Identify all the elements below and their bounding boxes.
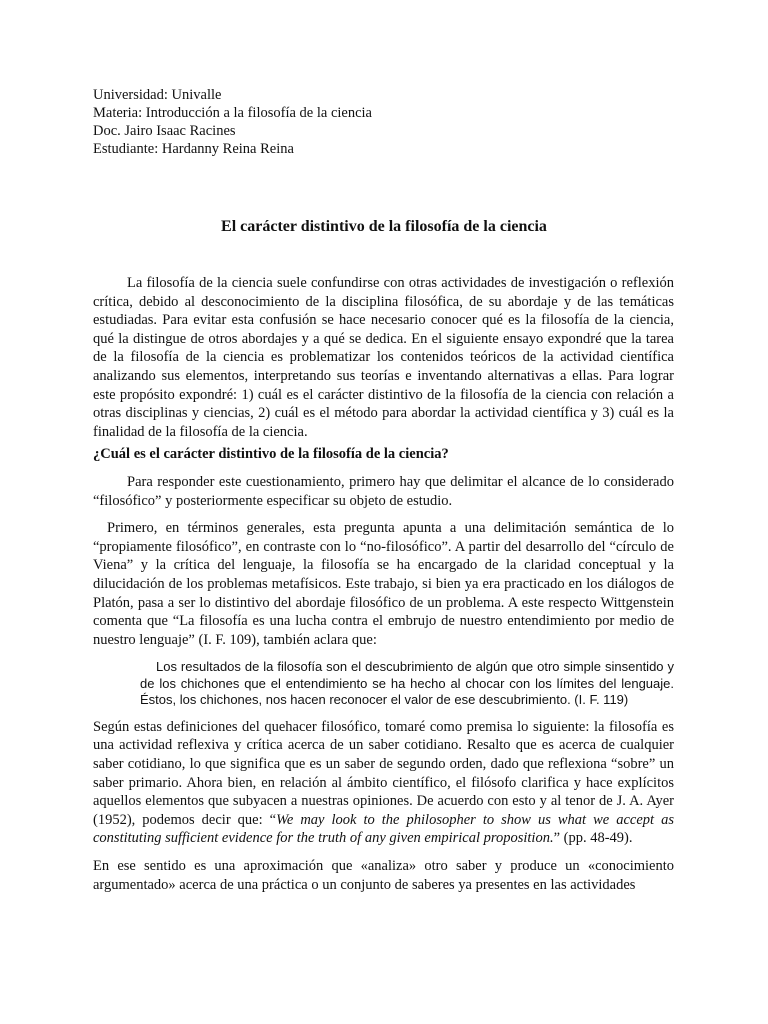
section-question: ¿Cuál es el carácter distintivo de la filosofía de la ciencia?: [93, 446, 449, 463]
premise-text: Según estas definiciones del quehacer filosófico, tomaré como premisa lo siguiente: la filosofía es una actividad reflexiva y crítica acerca de un saber cotidiano. Resalto que es acerca de cualquier saber cotidiano, lo que significa que es un saber de segundo orden, dado que reflexiona “sobre” un saber primario. Ahora bien, en relación al ámbito científico, el filósofo clarifica y hace explícitos aquellos elementos que subyacen a nuestras opiniones. De acuerdo con esto y al tenor de J. A. Ayer (1952), podemos decir que: “: [93, 718, 674, 828]
student-line: Estudiante: Hardanny Reina Reina: [93, 141, 294, 157]
paragraph-sense: En ese sentido es una aproximación que «analiza» otro saber y produce un «conocimiento argumentado» acerca de una práctica o un conjunto de saberes ya presentes en las actividades: [93, 857, 674, 893]
intro-paragraph: La filosofía de la ciencia suele confundirse con otras actividades de investigación o reflexión crítica, debido al desconocimiento de la disciplina filosófica, de su abordaje y de las temáticas estudiadas. Para evitar esta confusión se hace necesario conocer qué es la filosofía de la ciencia, qué la distingue de otros abordajes y a qué se dedica. En el siguiente ensayo expondré que la tarea de la filosofía de la ciencia es problematizar los contenidos teóricos de la actividad científica analizando sus elementos, interpretando sus teorías e inventando alternativas a ellas. Para lograr este propósito expondré: 1) cuál es el carácter distintivo de la filosofía de la ciencia con relación a otras disciplinas y ciencias, 2) cuál es el método para abordar la actividad científica y 3) cuál es la finalidad de la filosofía de la ciencia.: [93, 275, 674, 440]
block-quote: Los resultados de la filosofía son el descubrimiento de algún que otro simple sinsentido y de los chichones que el entendimiento se ha hecho al chocar con los límites del lenguaje. Éstos, los chichones, nos hacen reconocer el valor de ese descubrimiento. (I. F. 119): [140, 659, 674, 708]
teacher-line: Doc. Jairo Isaac Racines: [93, 123, 236, 139]
paragraph-first: Primero, en términos generales, esta pregunta apunta a una delimitación semántica de lo “propiamente filosófico”, en contraste con lo “no-filosófico”. A partir del desarrollo del “círculo de Viena” y la crítica del lenguaje, la filosofía se ha encargado de la claridad conceptual y la dilucidación de los problemas metafísicos. Este trabajo, si bien ya era practicado en los diálogos de Platón, pasa a ser lo distintivo del abordaje filosófico de un problema. A este respecto Wittgenstein comenta que “La filosofía es una lucha contra el embrujo de nuestro entendimiento por medio de nuestro lenguaje” (I. F. 109), también aclara que:: [93, 520, 674, 648]
document-title: El carácter distintivo de la filosofía de la ciencia: [221, 218, 547, 235]
document-body: [93, 274, 674, 894]
ayer-quote: We may look to the philosopher to show us what we accept as constituting sufficient evidence for the truth of any given empirical proposition.: [93, 811, 674, 847]
premise-citation: ” (pp. 48-49).: [553, 830, 633, 847]
paragraph-premise: [93, 718, 674, 848]
paragraph-response: Para responder este cuestionamiento, primero hay que delimitar el alcance de lo considerado “filosófico” y posteriormente especificar su objeto de estudio.: [93, 473, 674, 509]
subject-line: Materia: Introducción a la filosofía de la ciencia: [93, 105, 372, 121]
header-block: [93, 86, 372, 158]
university-line: Universidad: Univalle: [93, 87, 222, 103]
